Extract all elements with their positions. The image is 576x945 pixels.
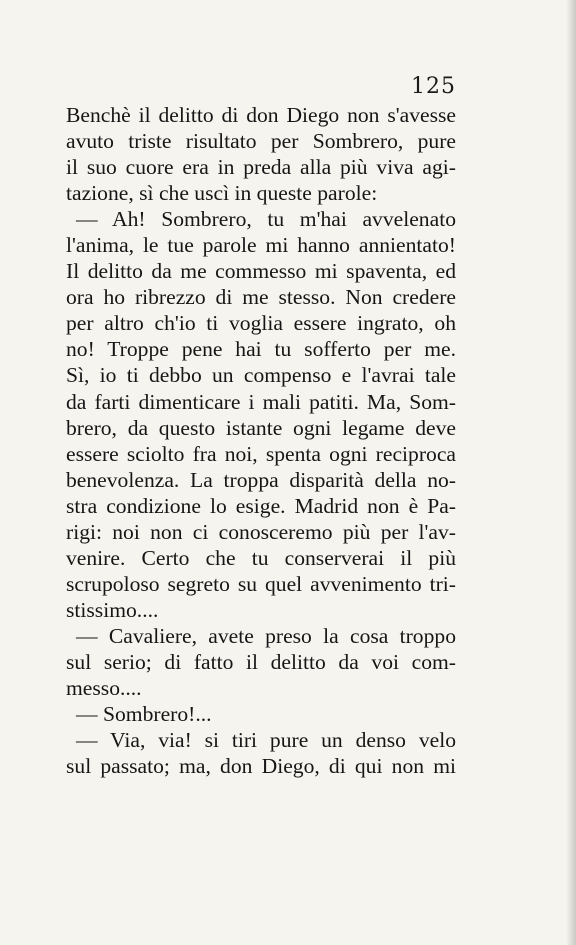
text-line: brero, da questo istante ogni legame deve: [66, 415, 456, 440]
text-line: Benchè il delitto di don Diego non s'avesse: [66, 103, 456, 127]
text-line: per altro ch'io ti voglia essere ingrato, oh: [66, 311, 456, 336]
page-edge-shadow: [566, 0, 576, 945]
text-line: l'anima, le tue parole mi hanno annientato!: [66, 233, 456, 258]
text-line: — Ah! Sombrero, tu m'hai avvelenato: [76, 207, 456, 232]
text-line: scrupoloso segreto su quel avvenimento tri-: [66, 571, 456, 596]
text-line: stissimo....: [66, 597, 159, 622]
text-line: tazione, sì che uscì in queste parole:: [66, 181, 378, 206]
page-number: 125: [411, 74, 456, 99]
text-line: no! Troppe pene hai tu sofferto per me.: [66, 337, 456, 362]
text-line: ora ho ribrezzo di me stesso. Non credere: [66, 285, 456, 310]
text-line: rigi: noi non ci conosceremo più per l'av-: [66, 519, 456, 544]
text-line: — Via, via! si tiri pure un denso velo: [76, 728, 456, 753]
text-line: Sì, io ti debbo un compenso e l'avrai tale: [66, 363, 456, 388]
text-line: essere sciolto fra noi, spenta ogni reciproca: [66, 441, 456, 466]
text-line: sul serio; di fatto il delitto da voi com-: [66, 649, 456, 674]
body-text: [66, 102, 456, 779]
text-line: benevolenza. La troppa disparità della no-: [66, 467, 456, 492]
text-line: messo....: [66, 676, 142, 701]
text-line: — Cavaliere, avete preso la cosa troppo: [76, 623, 456, 648]
text-line: da farti dimenticare i mali patiti. Ma, Som-: [66, 389, 456, 414]
text-line: venire. Certo che tu conserverai il più: [66, 545, 456, 570]
text-line: stra condizione lo esige. Madrid non è Pa-: [66, 493, 456, 518]
text-line: — Sombrero!...: [76, 702, 212, 727]
text-line: il suo cuore era in preda alla più viva agi-: [66, 155, 456, 180]
text-line: avuto triste risultato per Sombrero, pure: [66, 129, 456, 154]
text-line: sul passato; ma, don Diego, di qui non mi: [66, 754, 456, 779]
text-line: Il delitto da me commesso mi spaventa, ed: [66, 259, 456, 284]
